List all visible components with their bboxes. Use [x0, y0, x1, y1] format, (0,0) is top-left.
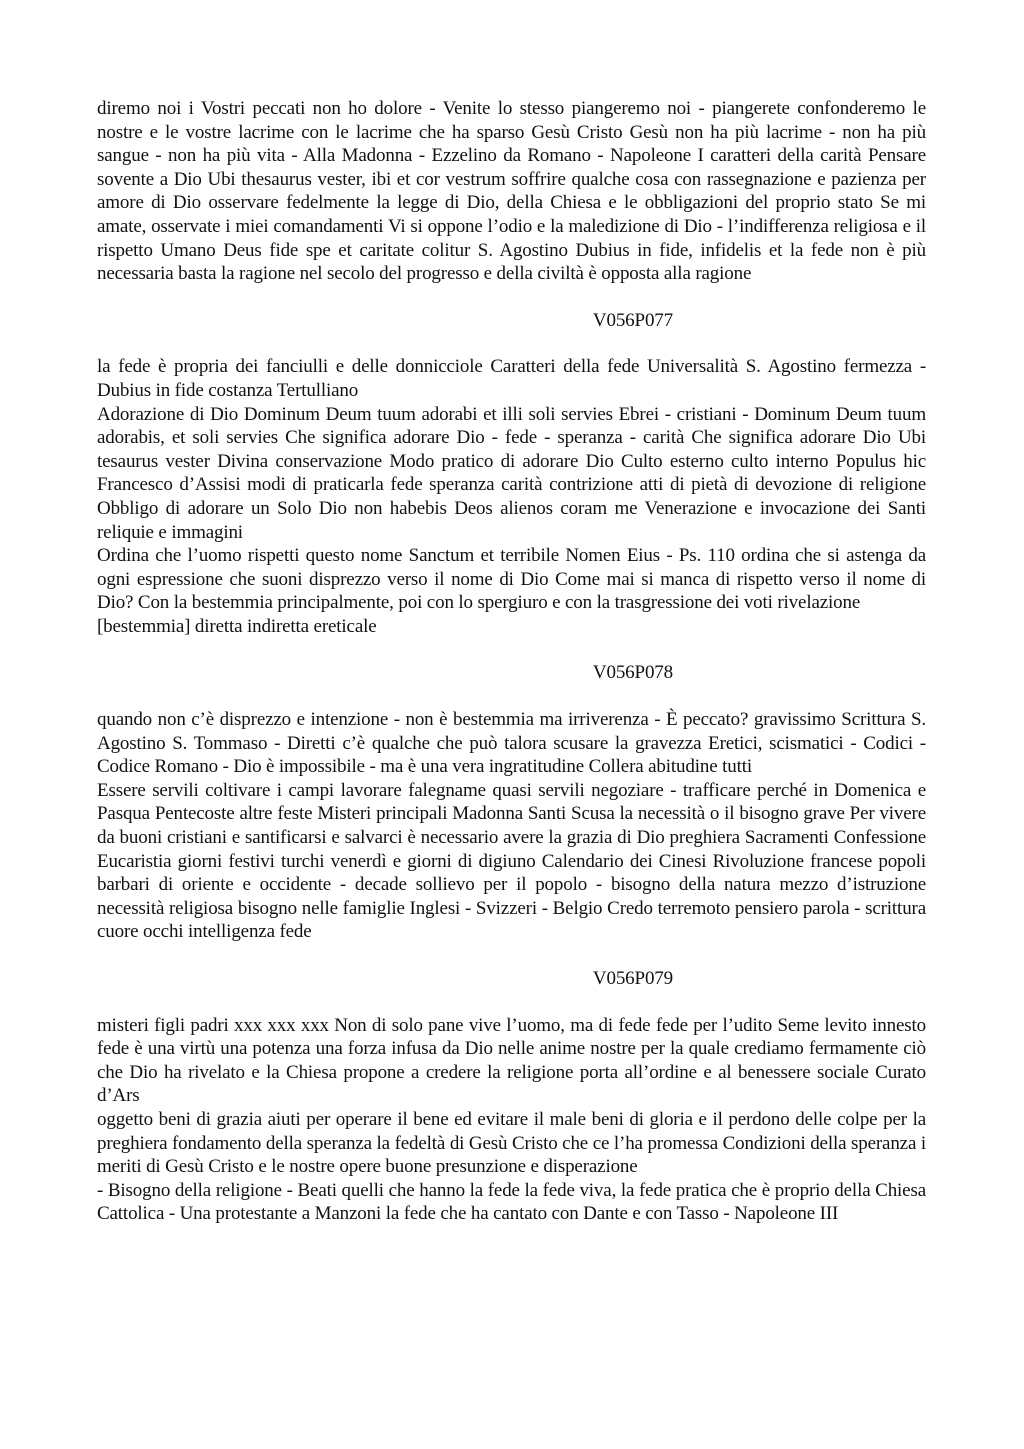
document-page — [97, 97, 926, 1226]
page-marker-heading: V056P079 — [592, 968, 673, 989]
paragraph: diremo noi i Vostri peccati non ho dolore - Venite lo stesso piangeremo noi - piangerete confonderemo le nostre e le vostre lacrime con le lacrime che ha sparso Gesù Cristo Gesù non ha più lacrime - non ha più sangue - non ha più vita - Alla Madonna - Ezzelino da Romano - Napoleone I caratteri della carità Pensare sovente a Dio Ubi thesaurus vester, ibi et cor vestrum soffrire qualche cosa con rassegnazione e pazienza per amore di Dio osservare fedelmente la legge di Dio, della Chiesa e le obbligazioni del proprio stato Se mi amate, osservate i miei comandamenti Vi si oppone l’odio e la maledizione di Dio - l’indifferenza religiosa e il rispetto Umano Deus fide spe et caritate colitur S. Agostino Dubius in fide, infidelis et la fede non è più necessaria basta la ragione nel secolo del progresso e della civiltà è opposta alla ragione — [97, 98, 926, 285]
paragraph: - Bisogno della religione - Beati quelli che hanno la fede la fede viva, la fede pratica che è proprio della Chiesa Cattolica - Una protestante a Manzoni la fede che ha cantato con Dante e con Tasso - Napoleone III — [97, 1179, 926, 1225]
page-marker-heading: V056P078 — [592, 662, 673, 684]
page-marker-heading: V056P077 — [592, 309, 673, 331]
paragraph: [bestemmia] diretta indiretta ereticale — [97, 615, 377, 637]
section-p076 — [97, 97, 926, 286]
paragraph: la fede è propria dei fanciulli e delle donnicciole Caratteri della fede Universalità S. Agostino fermezza - Dubius in fide costanza Tertulliano — [97, 356, 926, 401]
paragraph: Ordina che l’uomo rispetti questo nome Sanctum et terribile Nomen Eius - Ps. 110 ordina che si astenga da ogni espressione che suoni disprezzo verso il nome di Dio Come mai si manca di rispetto verso il nome di Dio? Con la bestemmia principalmente, poi con lo spergiuro e con la trasgressione dei voti rivelazione — [97, 545, 926, 614]
paragraph: quando non c’è disprezzo e intenzione - non è bestemmia ma irriverenza - È peccato? gravissimo Scrittura S. Agostino S. Tommaso - Diretti c’è qualche che può talora scusare la gravezza Eretici, scismatici - Codici - Codice Romano - Dio è impossibile - ma è una vera ingratitudine Collera abitudine tutti — [97, 709, 926, 778]
section-p079 — [97, 967, 926, 1226]
paragraph: misteri figli padri xxx xxx xxx Non di solo pane vive l’uomo, ma di fede fede per l’udito Seme levito innesto fede è una virtù una potenza una forza infusa da Dio nelle anime nostre per la quale crediamo fermamente ciò che Dio ha rivelato e la Chiesa propone a credere la religione porta all’ordine e al benessere sociale Curato d’Ars — [97, 1014, 926, 1107]
paragraph: Adorazione di Dio Dominum Deum tuum adorabi et illi soli servies Ebrei - cristiani - Dominum Deum tuum adorabis, et soli servies Che significa adorare Dio - fede - speranza - carità Che significa adorare Dio Ubi tesaurus vester Divina conservazione Modo pratico di adorare Dio Culto esterno culto interno Populus hic Francesco d’Assisi modi di praticarla fede speranza carità contrizione atti di pietà di devozione di religione Obbligo di adorare un Solo Dio non habebis Deos alienos coram me Venerazione e invocazione dei Santi reliquie e immagini — [97, 403, 926, 543]
section-p077 — [97, 309, 926, 639]
section-p078 — [97, 661, 926, 944]
paragraph: oggetto beni di grazia aiuti per operare il bene ed evitare il male beni di gloria e il perdono delle colpe per la preghiera fondamento della speranza la fedeltà di Gesù Cristo che ce l’ha promessa Condizioni della speranza i meriti di Gesù Cristo e le nostre opere buone presunzione e disperazione — [97, 1108, 926, 1178]
paragraph: Essere servili coltivare i campi lavorare falegname quasi servili negoziare - trafficare perché in Domenica e Pasqua Pentecoste altre feste Misteri principali Madonna Santi Scusa la necessità o il bisogno grave Per vivere da buoni cristiani e santificarsi e salvarci è necessario avere la grazia di Dio preghiera Sacramenti Confessione Eucaristia giorni festivi turchi venerdì e giorni di digiuno Calendario dei Cinesi Rivoluzione francese popoli barbari di oriente e occidente - decade sollievo per il popolo - bisogno della natura mezzo d’istruzione necessità religiosa bisogno nelle famiglie Inglesi - Svizzeri - Belgio Credo terremoto pensiero parola - scrittura cuore occhi intelligenza fede — [97, 779, 926, 943]
